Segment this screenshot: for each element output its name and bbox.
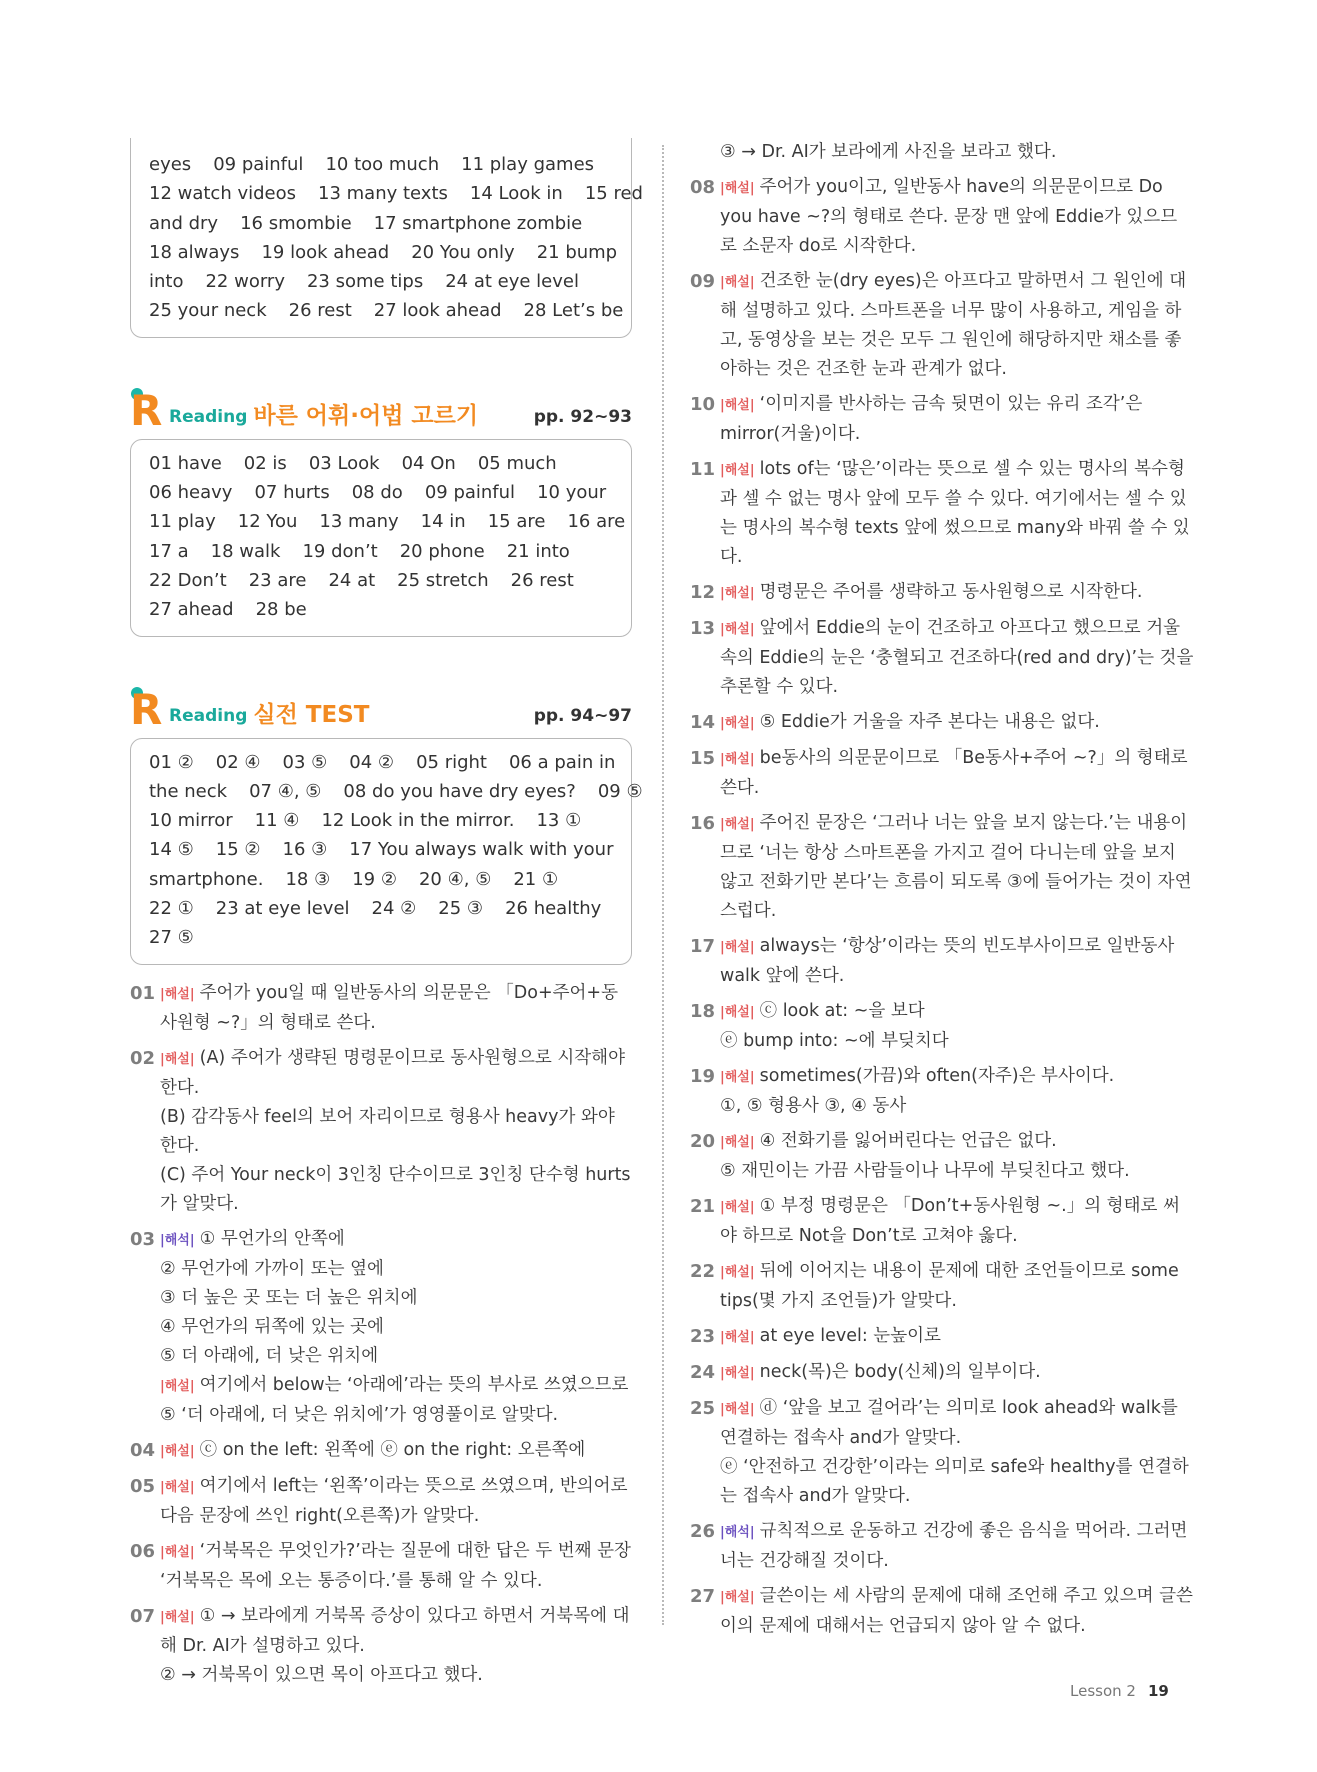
explanation-text: ⑤ Eddie가 거울을 자주 본다는 내용은 없다. [759, 712, 1100, 732]
explanation-item [690, 1062, 1194, 1121]
answer-line [149, 806, 614, 835]
answer-line [149, 267, 614, 296]
explanation-tag: |해설| [720, 940, 755, 955]
question-number: 09 [690, 271, 716, 292]
answer-line [149, 150, 614, 179]
reading-logo-icon: R [130, 385, 163, 435]
section-reading-label: Reading [169, 705, 248, 726]
explanation-tag: |해설| [720, 1402, 755, 1417]
answer-item: 16 ③ [282, 839, 328, 861]
explanation-text: (C) 주어 Your neck이 3인칭 단수이므로 3인칭 단수형 hurts가 알맞다. [160, 1164, 631, 1214]
answer-line [149, 537, 614, 566]
explanation-item [690, 1582, 1194, 1641]
explanation-item [690, 614, 1194, 702]
explanation-item [130, 1537, 632, 1596]
answer-line [149, 449, 614, 478]
answer-line [149, 209, 614, 238]
explanation-tag: |해설| [720, 1265, 755, 1280]
answer-item: 19 look ahead [261, 241, 390, 263]
question-number: 19 [690, 1066, 716, 1087]
explanation-tag: |해설| [720, 1366, 755, 1381]
answer-item: 06 a pain in [508, 751, 616, 773]
explanation-tag: |해설| [160, 1051, 195, 1067]
answer-item: 15 are [487, 511, 546, 533]
explanation-text: 규칙적으로 운동하고 건강에 좋은 음식을 먹어라. 그러면 너는 건강해질 것이다. [720, 1521, 1188, 1571]
answer-item: 19 ② [352, 868, 397, 890]
question-number: 07 [130, 1605, 156, 1627]
explanation-tag: |해설| [160, 1479, 195, 1495]
answer-item: 17 You always walk with your [349, 839, 614, 861]
explanation-tag: |해설| [160, 1378, 195, 1394]
question-number: 24 [690, 1362, 716, 1383]
explanation-text: neck(목)은 body(신체)의 일부이다. [759, 1362, 1041, 1382]
answer-item: 12 You [237, 511, 298, 533]
explanation-item [690, 1257, 1194, 1316]
answer-line [149, 507, 626, 536]
question-number: 13 [690, 618, 716, 639]
section-title: 실전 TEST [253, 701, 370, 728]
explanation-tag: |해설| [720, 752, 755, 767]
question-number: 22 [690, 1261, 716, 1282]
answer-item: 03 Look [308, 452, 380, 474]
answer-box-3 [130, 738, 643, 965]
section-pages: pp. 94~97 [533, 705, 632, 726]
question-number: 05 [130, 1475, 156, 1497]
answer-item: 11 play [149, 511, 216, 533]
explanation-text: lots of는 ‘많은’이라는 뜻으로 셀 수 있는 명사의 복수형과 셀 수 없는 명사 앞에 모두 쓸 수 있다. 여기에서는 셀 수 있는 명사의 복수형 texts 앞에 썼으므로 many와 바꿔 쓸 수 있다. [720, 459, 1190, 567]
question-number: 08 [690, 177, 716, 198]
answer-item: 10 mirror [149, 810, 233, 832]
answer-item: 14 in [420, 511, 466, 533]
answer-item: 22 worry [205, 271, 285, 293]
answer-item: 17 a [149, 540, 189, 562]
answer-item: 14 ⑤ [149, 839, 194, 861]
answer-item: 23 some tips [306, 271, 424, 293]
explanation-tag: |해설| [160, 1544, 195, 1560]
answer-line [149, 835, 614, 864]
explanation-text: sometimes(가끔)와 often(자주)은 부사이다. [759, 1066, 1115, 1086]
answer-item: 14 Look in [469, 183, 563, 205]
explanation-item [130, 1472, 632, 1531]
answer-line [149, 777, 643, 806]
question-number: 03 [130, 1228, 156, 1250]
explanation-text: 여기에서 left는 ‘왼쪽’이라는 뜻으로 쓰였으며, 반의어로 다음 문장에 쓰인 right(오른쪽)가 알맞다. [160, 1475, 628, 1526]
answer-item: the neck [149, 780, 228, 802]
answer-line [149, 296, 624, 325]
answer-item: 21 bump [536, 241, 618, 263]
answer-line [149, 566, 614, 595]
question-number: 17 [690, 936, 716, 957]
explanation-tag: |해설| [160, 986, 195, 1002]
explanation-text: ‘이미지를 반사하는 금속 뒷면이 있는 유리 조각’은 mirror(거울)이다. [720, 394, 1143, 444]
answer-item: 09 painful [424, 482, 516, 504]
explanation-item [690, 809, 1194, 926]
answer-item: 08 do [351, 482, 403, 504]
section-pages: pp. 92~93 [533, 406, 632, 427]
answer-item: 16 are [567, 511, 626, 533]
explanation-text: 여기에서 below는 ‘아래에’라는 뜻의 부사로 쓰였으므로 ⑤ ‘더 아래에, 더 낮은 위치에’가 영영풀이로 알맞다. [160, 1374, 629, 1425]
explanation-text: (B) 감각동사 feel의 보어 자리이므로 형용사 heavy가 와야 한다. [160, 1106, 615, 1156]
answer-item: 02 is [243, 452, 287, 474]
answer-item: 04 On [401, 452, 456, 474]
answer-item: 13 ① [536, 810, 582, 832]
answer-item: 21 ① [513, 868, 559, 890]
answer-item: 24 at [328, 569, 376, 591]
explanation-tag: |해설| [720, 1005, 755, 1020]
answer-line [149, 923, 614, 952]
explanation-tag: |해설| [720, 622, 755, 637]
answer-line [149, 748, 614, 777]
answer-item: 11 play games [461, 154, 595, 175]
explanation-text: 글쓴이는 세 사람의 문제에 대해 조언해 주고 있으며 글쓴이의 문제에 대해서는 언급되지 않아 알 수 없다. [720, 1586, 1193, 1636]
explanation-item [690, 997, 1194, 1056]
explanation-item [690, 1394, 1194, 1511]
answer-item: 24 ② [371, 898, 417, 920]
explanation-text: ①, ⑤ 형용사 ③, ④ 동사 [720, 1096, 907, 1116]
answer-item: 20 phone [399, 540, 485, 562]
answer-item: 10 your [537, 482, 607, 504]
question-number: 27 [690, 1586, 716, 1607]
explanation-text: ① 부정 명령문은 「Don’t+동사원형 ~.」의 형태로 써야 하므로 Not을 Don’t로 고쳐야 옳다. [720, 1196, 1180, 1246]
answer-item: 26 healthy [505, 898, 602, 920]
answer-item: 05 much [477, 452, 557, 474]
explanation-text: 건조한 눈(dry eyes)은 아프다고 말하면서 그 원인에 대해 설명하고 있다. 스마트폰을 너무 많이 사용하고, 게임을 하고, 동영상을 보는 것은 모두 그 원인에 해당하지만 채소를 좋아하는 것은 건조한 눈과 관계가 없다. [720, 271, 1187, 379]
explanation-text: always는 ‘항상’이라는 뜻의 빈도부사이므로 일반동사 walk 앞에 쓴다. [720, 936, 1175, 986]
explanation-tag: |해설| [720, 1590, 755, 1605]
explanation-text: 앞에서 Eddie의 눈이 건조하고 아프다고 했으므로 거울 속의 Eddie의 눈은 ‘충혈되고 건조하다(red and dry)’는 것을 추론할 수 있다. [720, 618, 1194, 697]
explanation-text: 뒤에 이어지는 내용이 문제에 대한 조언들이므로 some tips(몇 가지 조언들)가 알맞다. [720, 1261, 1179, 1311]
section-title: 바른 어휘·어법 고르기 [253, 402, 479, 429]
answer-item: 28 Let’s be [523, 300, 624, 322]
answer-item: 07 hurts [254, 482, 330, 504]
answer-item: 27 look ahead [373, 300, 502, 322]
question-number: 23 [690, 1326, 716, 1347]
answer-item: 23 are [248, 569, 307, 591]
explanation-tag: |해설| [160, 1443, 195, 1459]
explanation-tag: |해설| [720, 1070, 755, 1085]
answer-item: 09 painful [213, 154, 304, 175]
answer-item: 26 rest [288, 300, 352, 322]
left-column [130, 138, 643, 1696]
section-header-vocab [130, 385, 632, 435]
explanation-tag: |해설| [720, 463, 755, 478]
page-footer [1070, 1682, 1169, 1700]
question-number: 04 [130, 1439, 156, 1461]
question-number: 21 [690, 1196, 716, 1217]
answer-item: 22 ① [149, 898, 194, 920]
question-number: 02 [130, 1047, 156, 1069]
explanation-item [130, 1225, 632, 1430]
answer-item: 15 red [584, 183, 643, 205]
explanation-tag: |해석| [160, 1232, 195, 1248]
answer-item: smartphone. [149, 868, 264, 890]
explanation-item [690, 390, 1194, 449]
answer-line [149, 595, 614, 624]
explanation-text: ① → 보라에게 거북목 증상이 있다고 하면서 거북목에 대해 Dr. AI가 설명하고 있다. [160, 1605, 630, 1656]
answer-line [149, 179, 643, 208]
explanation-item [690, 708, 1194, 738]
answer-item: 19 don’t [302, 540, 378, 562]
answer-item: 18 always [149, 241, 240, 263]
question-number: 14 [690, 712, 716, 733]
answer-item: 13 many texts [318, 183, 448, 205]
answer-item: 25 ③ [438, 898, 484, 920]
explanation-item [690, 1127, 1194, 1186]
explanation-text: ⓒ on the left: 왼쪽에 ⓔ on the right: 오른쪽에 [199, 1439, 586, 1460]
answer-item: 10 too much [325, 154, 440, 175]
explanation-item [690, 267, 1194, 384]
explanation-item [690, 578, 1194, 608]
answer-item: 15 ② [215, 839, 261, 861]
answer-item: 25 your neck [149, 300, 267, 322]
explanation-text: be동사의 의문문이므로 「Be동사+주어 ~?」의 형태로 쓴다. [720, 748, 1188, 798]
explanation-tag: |해설| [720, 181, 755, 196]
explanation-tag: |해설| [720, 817, 755, 832]
answer-item: 03 ⑤ [282, 751, 328, 773]
answer-item: 12 watch videos [149, 183, 297, 205]
explanation-item [130, 1602, 632, 1690]
lesson-label: Lesson 2 [1070, 1682, 1136, 1700]
explanation-text: 주어진 문장은 ‘그러나 너는 앞을 보지 않는다.’는 내용이므로 ‘너는 항상 스마트폰을 가지고 걸어 다니는데 앞을 보지 않고 전화기만 본다’는 흐름이 되도록 ③에 들어가는 것이 자연스럽다. [720, 813, 1192, 921]
question-number: 01 [130, 982, 156, 1004]
explanation-item [690, 744, 1194, 803]
answer-item: 20 ④, ⑤ [418, 868, 492, 890]
explanation-tag: |해설| [720, 1200, 755, 1215]
answer-line [149, 865, 614, 894]
explanation-tag: |해석| [720, 1525, 755, 1540]
answer-box-1 [130, 138, 643, 338]
answer-item: 12 Look in the mirror. [321, 810, 515, 832]
right-column [690, 138, 1194, 1647]
answer-item: 18 walk [210, 540, 281, 562]
question-number: 12 [690, 582, 716, 603]
left-explanations [130, 979, 632, 1690]
explanation-item [690, 1517, 1194, 1576]
explanation-tag: |해설| [720, 1135, 755, 1150]
question-number: 16 [690, 813, 716, 834]
explanation-text: ① 무언가의 안쪽에 [199, 1228, 345, 1249]
answer-item: 18 ③ [285, 868, 331, 890]
answer-item: 13 many [319, 511, 399, 533]
answer-item: into [149, 271, 184, 293]
answer-item: 20 You only [411, 241, 515, 263]
explanation-text: ③ 더 높은 곳 또는 더 높은 위치에 [160, 1287, 418, 1308]
answer-item: 08 do you have dry eyes? [343, 780, 576, 802]
answer-item: 24 at eye level [445, 271, 579, 293]
answer-item: and dry [149, 212, 219, 234]
answer-item: 06 heavy [149, 482, 233, 504]
explanation-text: ② 무언가에 가까이 또는 옆에 [160, 1258, 384, 1279]
answer-item: 01 ② [149, 751, 194, 773]
answer-line [149, 478, 614, 507]
section-reading-label: Reading [169, 406, 248, 427]
answer-line [149, 894, 614, 923]
question-number: 20 [690, 1131, 716, 1152]
explanation-item [690, 932, 1194, 991]
column-divider [662, 145, 664, 1625]
answer-line [149, 238, 618, 267]
question-number: 11 [690, 459, 716, 480]
explanation-text: ④ 전화기를 잃어버린다는 언급은 없다. [759, 1131, 1057, 1151]
explanation-tag: |해설| [160, 1609, 195, 1625]
explanation-text: 주어가 you일 때 일반동사의 의문문은 「Do+주어+동사원형 ~?」의 형태로 쓴다. [160, 982, 618, 1033]
explanation-text: ⑤ 더 아래에, 더 낮은 위치에 [160, 1345, 379, 1366]
explanation-text: ④ 무언가의 뒤쪽에 있는 곳에 [160, 1316, 384, 1337]
explanation-item [690, 1192, 1194, 1251]
answer-item: 01 have [149, 452, 222, 474]
answer-item: 17 smartphone zombie [373, 212, 583, 234]
question-number: 26 [690, 1521, 716, 1542]
answer-item: 04 ② [349, 751, 395, 773]
explanation-tag: |해설| [720, 586, 755, 601]
answer-item: eyes [149, 154, 192, 175]
explanation-text: ⑤ 재민이는 가끔 사람들이나 나무에 부딪친다고 했다. [720, 1161, 1130, 1181]
explanation-text: (A) 주어가 생략된 명령문이므로 동사원형으로 시작해야 한다. [160, 1047, 625, 1098]
answer-item: 21 into [506, 540, 570, 562]
explanation-item [690, 173, 1194, 261]
explanation-tag: |해설| [720, 398, 755, 413]
question-number: 15 [690, 748, 716, 769]
answer-item: 25 stretch [397, 569, 489, 591]
explanation-text: ⓔ ‘안전하고 건강한’이라는 의미로 safe와 healthy를 연결하는 접속사 and가 알맞다. [720, 1457, 1189, 1506]
explanation-text: ‘거북목은 무엇인가?’라는 질문에 대한 답은 두 번째 문장 ‘거북목은 목에 오는 통증이다.’를 통해 알 수 있다. [160, 1540, 631, 1591]
right-explanations [690, 173, 1194, 1641]
explanation-text: ⓔ bump into: ~에 부딪치다 [720, 1031, 949, 1051]
answer-item: 07 ④, ⑤ [249, 780, 322, 802]
answer-item: 11 ④ [254, 810, 300, 832]
answer-item: 22 Don’t [149, 569, 227, 591]
answer-box-2 [130, 439, 632, 637]
explanation-text: at eye level: 눈높이로 [759, 1326, 941, 1346]
explanation-text: 주어가 you이고, 일반동사 have의 의문문이므로 Do you have ~?의 형태로 쓴다. 문장 맨 앞에 Eddie가 있으므로 소문자 do로 시작한다. [720, 177, 1178, 256]
question-number: 10 [690, 394, 716, 415]
answer-item: 26 rest [510, 569, 574, 591]
explanation-item [690, 455, 1194, 572]
question-number: 18 [690, 1001, 716, 1022]
explanation-text: ⓒ look at: ~을 보다 [759, 1001, 925, 1021]
question-number: 06 [130, 1540, 156, 1562]
explanation-item [130, 1436, 632, 1466]
answer-item: 16 smombie [240, 212, 352, 234]
explanation-item [130, 1044, 632, 1219]
answer-item: 27 ahead [149, 599, 234, 621]
answer-item: 27 ⑤ [149, 927, 194, 949]
answer-item: 02 ④ [215, 751, 261, 773]
question-number: 25 [690, 1398, 716, 1419]
answer-item: 09 ⑤ [597, 780, 643, 802]
explanation-item [130, 979, 632, 1038]
explanation-text: 명령문은 주어를 생략하고 동사원형으로 시작한다. [759, 582, 1143, 602]
answer-item: 28 be [255, 599, 307, 621]
explanation-tag: |해설| [720, 716, 755, 731]
explanation-tag: |해설| [720, 275, 755, 290]
explanation-item [690, 1322, 1194, 1352]
answer-item: 23 at eye level [215, 898, 350, 920]
section-header-test [130, 684, 632, 734]
explanation-item [690, 1358, 1194, 1388]
explanation-text: ⓓ ‘앞을 보고 걸어라’는 의미로 look ahead와 walk를 연결하는 접속사 and가 알맞다. [720, 1398, 1178, 1448]
explanation-tag: |해설| [720, 1330, 755, 1345]
answer-item: 05 right [416, 751, 487, 773]
reading-logo-icon: R [130, 684, 163, 734]
carryover-line: ③ → Dr. AI가 보라에게 사진을 보라고 했다. [720, 142, 1057, 162]
page-number: 19 [1147, 1682, 1169, 1700]
explanation-text: ② → 거북목이 있으면 목이 아프다고 했다. [160, 1664, 483, 1685]
